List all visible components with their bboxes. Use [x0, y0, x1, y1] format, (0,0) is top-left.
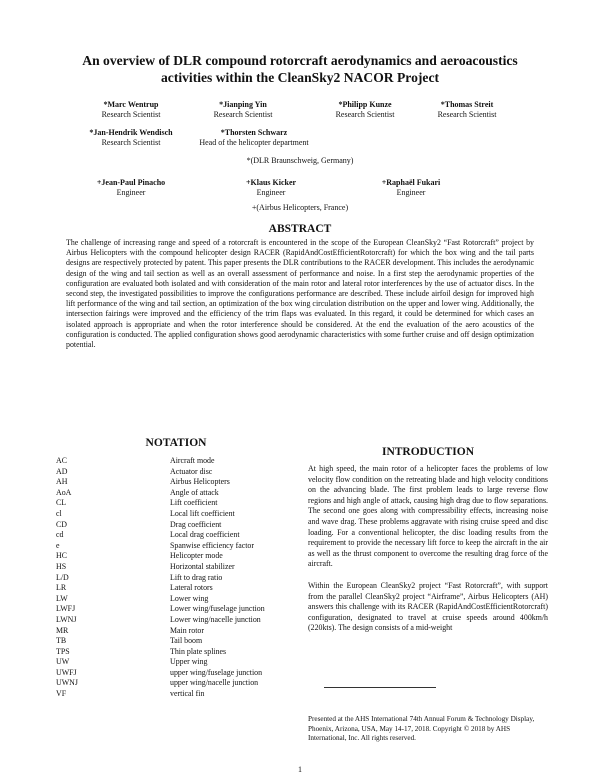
author-role: Research Scientist: [101, 110, 161, 119]
notation-heading: NOTATION: [145, 437, 207, 449]
notation-row: [56, 689, 296, 700]
notation-definition: Main rotor: [170, 625, 204, 635]
notation-symbol: e: [56, 540, 60, 550]
notation-row: [56, 477, 296, 488]
author: [196, 178, 346, 198]
notation-definition: Local drag coefficient: [170, 530, 240, 540]
notation-row: [56, 573, 296, 584]
author-role: Research Scientist: [437, 110, 497, 119]
abstract-text: The challenge of increasing range and speed of a rotorcraft is encountered in the scope of the European CleanSky2 “Fast Rotorcraft” project by Airbus Helicopters with the compound helicopter design RACER (RapidAndCostEfficientRotorcraft) for which the box wing and the tail parts designs are respectively protected by patent. This paper presents the DLR contributions to the RACER development. This includes the aerodynamic design of the wing and tail section as well as an overall assessment of performance and noise. In a first step the aerodynamic properties of the configuration are evaluated both isolated and with consideration of the main rotor and lateral rotor interferences by the use of actuator discs. In the second step, the investigated possibilities to improve the configurations performance are described. These include airfoil design for improved high lift performance of the wing and tail section, an optimization of the box wing circulation distribution on the upper and lower wing. Additionally, the intersection fairings were improved and the efficiency of the trim flaps was evaluated. In this regard, it could be determined for which cases an isolated approach is appropriate and when the rotor interference should be considered. At the end the evaluation of the aero acoustics of the configuration is conducted. The applied configuration shows good aerodynamic characteristics with some further cruise and off design optimization potential.: [66, 238, 534, 350]
introduction-body: [308, 464, 548, 645]
notation-symbol: UWNJ: [56, 678, 78, 688]
notation-row: [56, 530, 296, 541]
notation-definition: upper wing/nacelle junction: [170, 678, 259, 688]
notation-row: [56, 615, 296, 626]
notation-definition: Local lift coefficient: [170, 508, 235, 518]
notation-definition: Drag coefficient: [170, 519, 222, 529]
notation-definition: Upper wing: [170, 657, 208, 667]
notation-definition: Angle of attack: [170, 487, 219, 497]
notation-symbol: AoA: [56, 487, 72, 497]
author: [392, 100, 542, 120]
notation-symbol: LWFJ: [56, 604, 76, 614]
notation-symbol: L/D: [56, 572, 69, 582]
notation-symbol: UWFJ: [56, 667, 77, 677]
author-name: *Jianping Yin: [219, 100, 267, 109]
notation-symbol: LR: [56, 583, 67, 593]
notation-row: [56, 562, 296, 573]
notation-symbol: HC: [56, 551, 67, 561]
notation-symbol: HS: [56, 561, 67, 571]
footnote: Presented at the AHS International 74th Annual Forum & Technology Display, Phoenix, Arizona, USA, May 14-17, 2018. Copyright © 2018 by AHS International, Inc. All rights reserved.: [308, 715, 535, 743]
notation-row: [56, 647, 296, 658]
notation-list: [56, 456, 296, 700]
author: [336, 178, 486, 198]
notation-definition: Lift to drag ratio: [170, 572, 223, 582]
notation-definition: Actuator disc: [170, 466, 213, 476]
notation-definition: Tail boom: [170, 636, 203, 646]
author-name: *Jan-Hendrik Wendisch: [89, 128, 173, 137]
notation-symbol: cd: [56, 530, 64, 540]
paper-title: [60, 52, 540, 86]
author-name: *Marc Wentrup: [103, 100, 159, 109]
notation-row: [56, 498, 296, 509]
notation-symbol: VF: [56, 689, 67, 699]
author-role: Research Scientist: [335, 110, 395, 119]
notation-row: [56, 604, 296, 615]
notation-row: [56, 678, 296, 689]
notation-symbol: AD: [56, 466, 68, 476]
author-role: Head of the helicopter department: [199, 138, 309, 147]
notation-row: [56, 668, 296, 679]
notation-row: [56, 467, 296, 478]
author-role: Engineer: [396, 188, 426, 197]
author-name: *Thomas Streit: [440, 100, 494, 109]
introduction-paragraph-1: At high speed, the main rotor of a helicopter faces the problems of low velocity flow condition on the retreating blade and high velocity conditions on the advancing blade. The first problem leads to large reverse flow regions and high angle of attack, causing high drag due to flow separations. The second one goes along with compressibility effects, increasing noise and wave drag. These problems aggravate with rising cruise speed and disc loading. For a conventional helicopter, the disc loading results from the requirement to provide the necessary lift force to keep the aircraft in the air as well as the thrust component to overcome the resulting drag force of the aircraft.: [308, 464, 548, 569]
notation-row: [56, 583, 296, 594]
notation-definition: Spanwise efficiency factor: [170, 540, 254, 550]
notation-row: [56, 636, 296, 647]
author-role: Engineer: [256, 188, 286, 197]
notation-symbol: MR: [56, 625, 69, 635]
page-number: 1: [298, 765, 302, 774]
notation-definition: Lower wing/nacelle junction: [170, 614, 261, 624]
notation-symbol: cl: [56, 508, 62, 518]
author-role: Research Scientist: [101, 138, 161, 147]
notation-row: [56, 657, 296, 668]
notation-definition: Airbus Helicopters: [170, 477, 230, 487]
notation-definition: Horizontal stabilizer: [170, 561, 235, 571]
affiliation-airbus: +(Airbus Helicopters, France): [251, 203, 349, 212]
notation-definition: Lower wing: [170, 593, 209, 603]
author-name: *Thorsten Schwarz: [220, 128, 288, 137]
author-name: +Klaus Kicker: [245, 178, 297, 187]
notation-symbol: TB: [56, 636, 67, 646]
author-role: Engineer: [116, 188, 146, 197]
notation-row: [56, 520, 296, 531]
author: [174, 128, 334, 148]
notation-row: [56, 541, 296, 552]
author-name: *Philipp Kunze: [338, 100, 392, 109]
author-name: +Raphaël Fukari: [381, 178, 441, 187]
notation-row: [56, 509, 296, 520]
author: [56, 178, 206, 198]
notation-row: [56, 551, 296, 562]
introduction-paragraph-2: Within the European CleanSky2 project “Fast Rotorcraft”, with support from the parallel CleanSky2 project “Airframe”, Airbus Helicopters (AH) answers this challenge with its RACER (RapidAndCostEfficientRotorcraft) configuration, designated to travel at cruise speeds around 400km/h (220kts). The design consists of a mid-weight: [308, 580, 548, 633]
author-role: Research Scientist: [213, 110, 273, 119]
notation-definition: upper wing/fuselage junction: [170, 667, 263, 677]
notation-definition: Lower wing/fuselage junction: [170, 604, 265, 614]
notation-row: [56, 594, 296, 605]
notation-symbol: AH: [56, 477, 68, 487]
notation-symbol: CD: [56, 519, 67, 529]
notation-symbol: TPS: [56, 646, 70, 656]
notation-definition: Lateral rotors: [170, 583, 213, 593]
notation-definition: Aircraft mode: [170, 456, 215, 465]
notation-symbol: UW: [56, 657, 70, 667]
notation-row: [56, 488, 296, 499]
notation-symbol: LW: [56, 593, 68, 603]
notation-definition: Helicopter mode: [170, 551, 223, 561]
notation-definition: vertical fin: [170, 689, 205, 699]
affiliation-dlr: *(DLR Braunschweig, Germany): [246, 156, 354, 165]
notation-definition: Thin plate splines: [170, 646, 227, 656]
notation-row: [56, 626, 296, 637]
notation-symbol: LWNJ: [56, 614, 77, 624]
notation-symbol: CL: [56, 498, 67, 508]
abstract-heading: ABSTRACT: [268, 223, 332, 235]
title-line-2: activities within the CleanSky2 NACOR Project: [160, 70, 439, 85]
introduction-heading: INTRODUCTION: [381, 446, 474, 458]
author-name: +Jean-Paul Pinacho: [96, 178, 166, 187]
notation-definition: Lift coefficient: [170, 498, 218, 508]
title-line-1: An overview of DLR compound rotorcraft aerodynamics and aeroacoustics: [82, 53, 518, 68]
footnote-divider: [324, 687, 436, 688]
notation-row: [56, 456, 296, 467]
notation-symbol: AC: [56, 456, 67, 465]
